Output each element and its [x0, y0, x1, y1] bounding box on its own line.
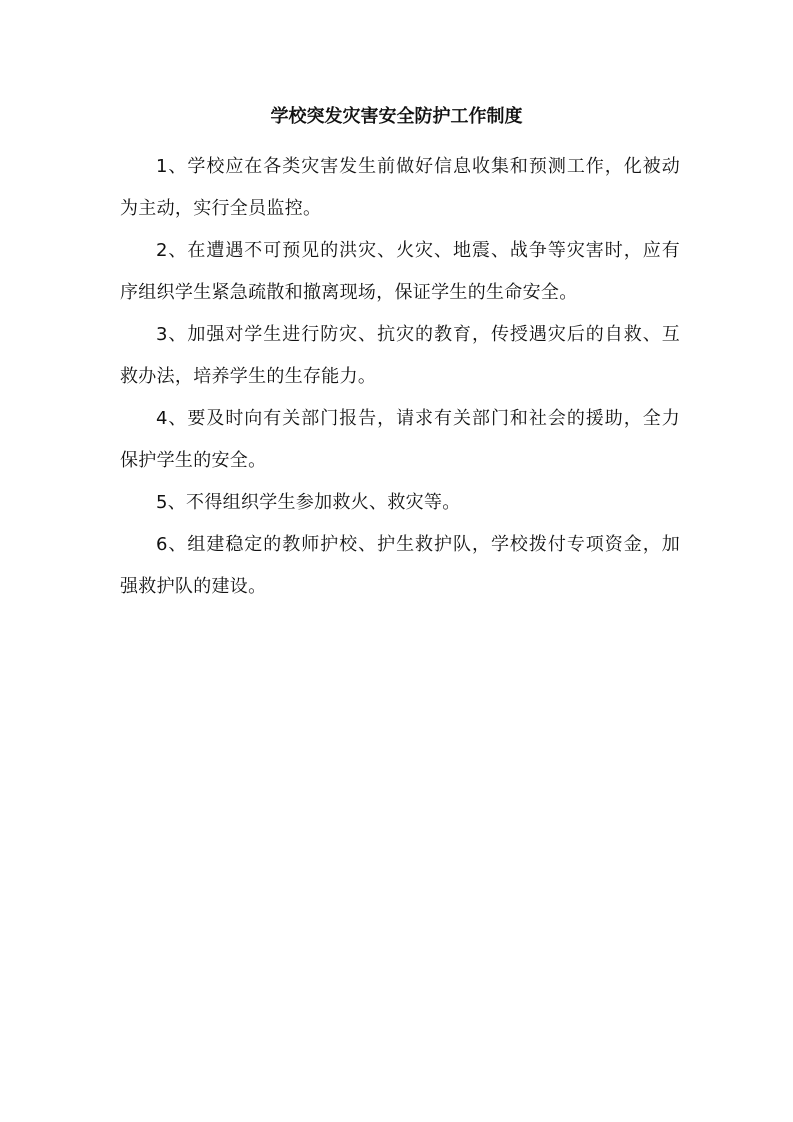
paragraph-5: 5、不得组织学生参加救火、救灾等。	[156, 492, 461, 513]
paragraph-3: 3、加强对学生进行防灾、抗灾的教育，传授遇灾后的自救、互救办法，培养学生的生存能力。	[120, 324, 680, 387]
document-body	[120, 146, 680, 608]
paragraph-1: 1、学校应在各类灾害发生前做好信息收集和预测工作，化被动为主动，实行全员监控。	[120, 156, 680, 219]
paragraph-2: 2、在遭遇不可预见的洪灾、火灾、地震、战争等灾害时，应有序组织学生紧急疏散和撤离现场，保证学生的生命安全。	[120, 240, 680, 303]
document-title: 学校突发灾害安全防护工作制度	[270, 106, 523, 127]
paragraph-4: 4、要及时向有关部门报告，请求有关部门和社会的援助，全力保护学生的安全。	[120, 408, 680, 471]
paragraph-6: 6、组建稳定的教师护校、护生救护队，学校拨付专项资金，加强救护队的建设。	[120, 534, 680, 597]
